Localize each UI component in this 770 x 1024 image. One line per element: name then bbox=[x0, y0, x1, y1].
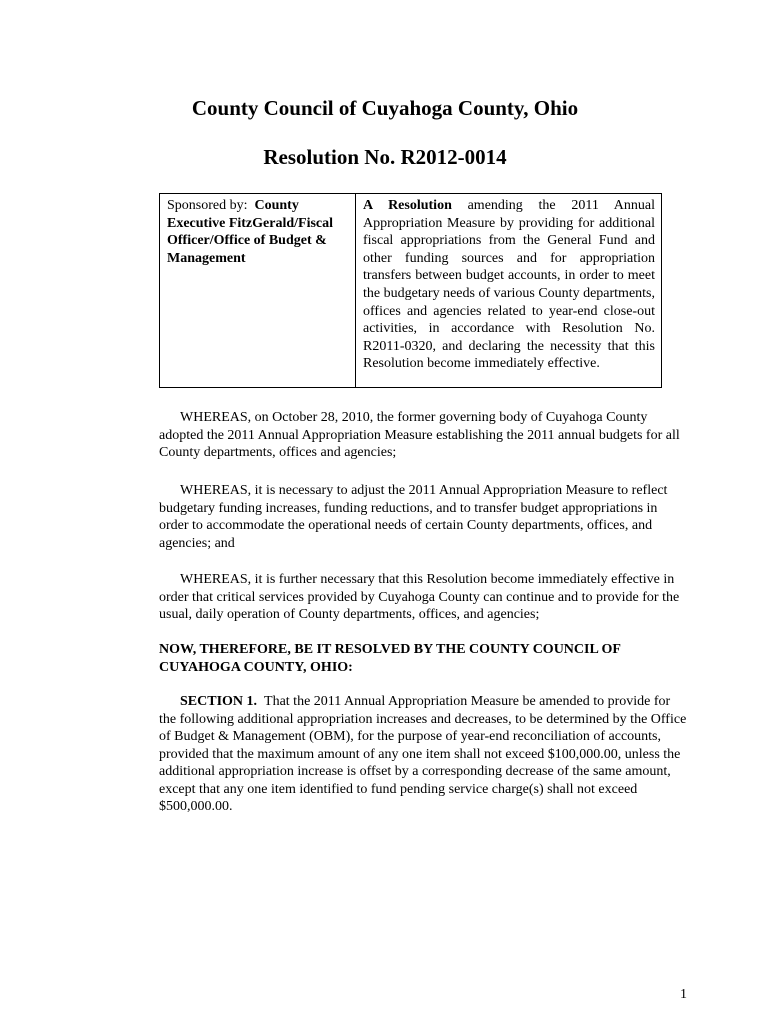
summary-text: amending the 2011 Annual Appropriation Measure by providing for additional fiscal appropriations from the General Fund and other funding sources and for appropriation transfers between budget accounts, in order to meet the budgetary needs of various County departments, offices and agencies related to year-end close-out activities, in accordance with Resolution No. R2011-0320, and declaring the necessity that this Resolution become immediately effective. bbox=[363, 198, 656, 372]
council-heading: County Council of Cuyahoga County, Ohio bbox=[191, 96, 579, 120]
sponsor-label: Sponsored by: bbox=[167, 198, 248, 213]
whereas-text: WHEREAS, it is necessary to adjust the 2011 Annual Appropriation Measure to reflect budgetary funding increases, funding reductions, and to transfer budget appropriations in order to accommodate the operational needs of certain County departments, offices, and agencies; and bbox=[159, 483, 668, 551]
sponsor-name: County Executive FitzGerald/Fiscal Officer/Office of Budget & Management bbox=[167, 198, 334, 266]
section-1-paragraph bbox=[159, 693, 689, 816]
summary-cell bbox=[356, 194, 661, 387]
section-1-label: SECTION 1. bbox=[180, 694, 258, 709]
sponsor-cell bbox=[160, 194, 356, 387]
summary-lead: A Resolution bbox=[363, 198, 452, 213]
whereas-paragraph-3 bbox=[159, 571, 689, 624]
whereas-paragraph-2 bbox=[159, 482, 689, 552]
resolved-clause: NOW, THEREFORE, BE IT RESOLVED BY THE COUNTY COUNCIL OF CUYAHOGA COUNTY, OHIO: bbox=[159, 642, 621, 675]
section-1-text: That the 2011 Annual Appropriation Measure be amended to provide for the following additional appropriation increases and decreases, to be determined by the Office of Budget & Management (OBM), for the purpose of year-end reconciliation of accounts, provided that the maximum amount of any one item shall not exceed $100,000.00, unless the additional appropriation increase is offset by a corresponding decrease of the same amount, except that any one item identified to fund pending service charge(s) shall not exceed $500,000.00. bbox=[159, 694, 687, 814]
whereas-text: WHEREAS, it is further necessary that this Resolution become immediately effective in order that critical services provided by Cuyahoga County can continue and to provide for the usual, daily operation of County departments, offices, and agencies; bbox=[159, 572, 680, 622]
resolution-number: Resolution No. R2012-0014 bbox=[263, 145, 507, 169]
whereas-text: WHEREAS, on October 28, 2010, the former governing body of Cuyahoga County adopted the 2011 Annual Appropriation Measure establishing the 2011 annual budgets for all County departments, offices and agencies; bbox=[159, 410, 680, 460]
whereas-paragraph-1 bbox=[159, 409, 689, 462]
page-number: 1 bbox=[680, 987, 687, 1002]
sponsor-summary-table bbox=[159, 193, 662, 388]
